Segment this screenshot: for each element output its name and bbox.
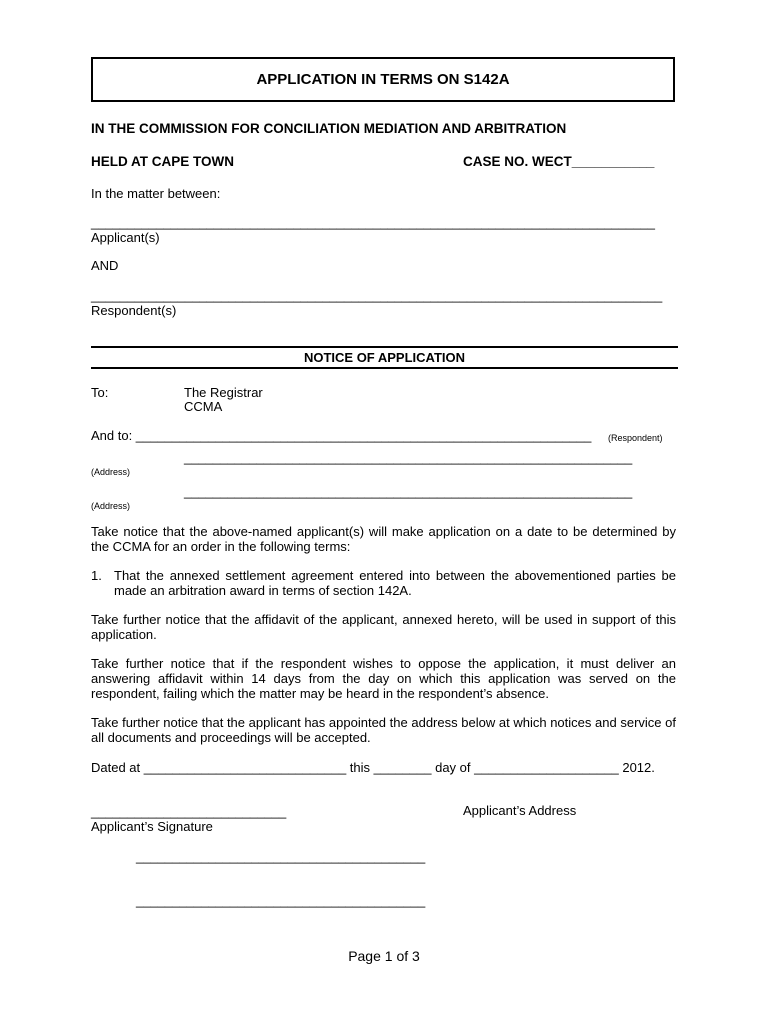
notice-paragraph-4: Take further notice that the applicant has appointed the address below at which notices and service of all documents and proceedings will be accepted. bbox=[91, 715, 676, 745]
document-title: APPLICATION IN TERMS ON S142A bbox=[91, 57, 675, 102]
applicant-address-line-a: ________________________________________ bbox=[136, 849, 426, 864]
dated-line: Dated at ____________________________ this ________ day of ____________________ 2012. bbox=[91, 760, 655, 775]
respondent-blank-line: _______________________________________________________________________________ bbox=[91, 288, 663, 303]
notice-paragraph-3: Take further notice that if the respondent wishes to oppose the application, it must deliver an answering affidavit within 14 days from the day on which this application was served on the respondent, failing which the matter may be heard in the respondent’s absence. bbox=[91, 656, 676, 701]
and-to-field: And to: _______________________________________________________________ bbox=[91, 428, 592, 443]
notice-heading: NOTICE OF APPLICATION bbox=[303, 350, 466, 365]
list-item-text: That the annexed settlement agreement entered into between the abovementioned parties be made an arbitration award in terms of section 142A. bbox=[114, 568, 676, 598]
notice-paragraph-2: Take further notice that the affidavit of the applicant, annexed hereto, will be used in support of this application. bbox=[91, 612, 676, 642]
commission-heading: IN THE COMMISSION FOR CONCILIATION MEDIATION AND ARBITRATION bbox=[91, 121, 567, 136]
applicant-address-heading: Applicant’s Address bbox=[463, 803, 577, 818]
address-label-1: (Address) bbox=[91, 467, 131, 477]
and-text: AND bbox=[91, 258, 119, 273]
applicant-address-line-b: ________________________________________ bbox=[136, 893, 426, 908]
notice-bottom-rule bbox=[91, 367, 678, 369]
applicant-label: Applicant(s) bbox=[91, 230, 160, 245]
address-line-1: ______________________________________________________________ bbox=[184, 450, 633, 465]
notice-top-rule bbox=[91, 346, 678, 348]
signature-label: Applicant’s Signature bbox=[91, 819, 213, 834]
respondent-label: Respondent(s) bbox=[91, 303, 177, 318]
signature-blank-line: ___________________________ bbox=[91, 804, 287, 819]
list-item-number: 1. bbox=[91, 568, 102, 583]
applicant-blank-line: ______________________________________________________________________________ bbox=[91, 215, 655, 230]
held-at-heading: HELD AT CAPE TOWN bbox=[91, 154, 234, 169]
page-number-footer: Page 1 of 3 bbox=[348, 948, 420, 964]
case-number-field: CASE NO. WECT___________ bbox=[463, 154, 655, 169]
address-label-2: (Address) bbox=[91, 501, 131, 511]
address-line-2: ______________________________________________________________ bbox=[184, 484, 633, 499]
notice-paragraph-1: Take notice that the above-named applicant(s) will make application on a date to be determined by the CCMA for an order in the following terms: bbox=[91, 524, 676, 554]
respondent-small-label: (Respondent) bbox=[608, 433, 663, 443]
registrar-text: The Registrar bbox=[184, 385, 263, 400]
ccma-text: CCMA bbox=[184, 399, 223, 414]
in-the-matter-text: In the matter between: bbox=[91, 186, 221, 201]
to-label: To: bbox=[91, 385, 109, 400]
